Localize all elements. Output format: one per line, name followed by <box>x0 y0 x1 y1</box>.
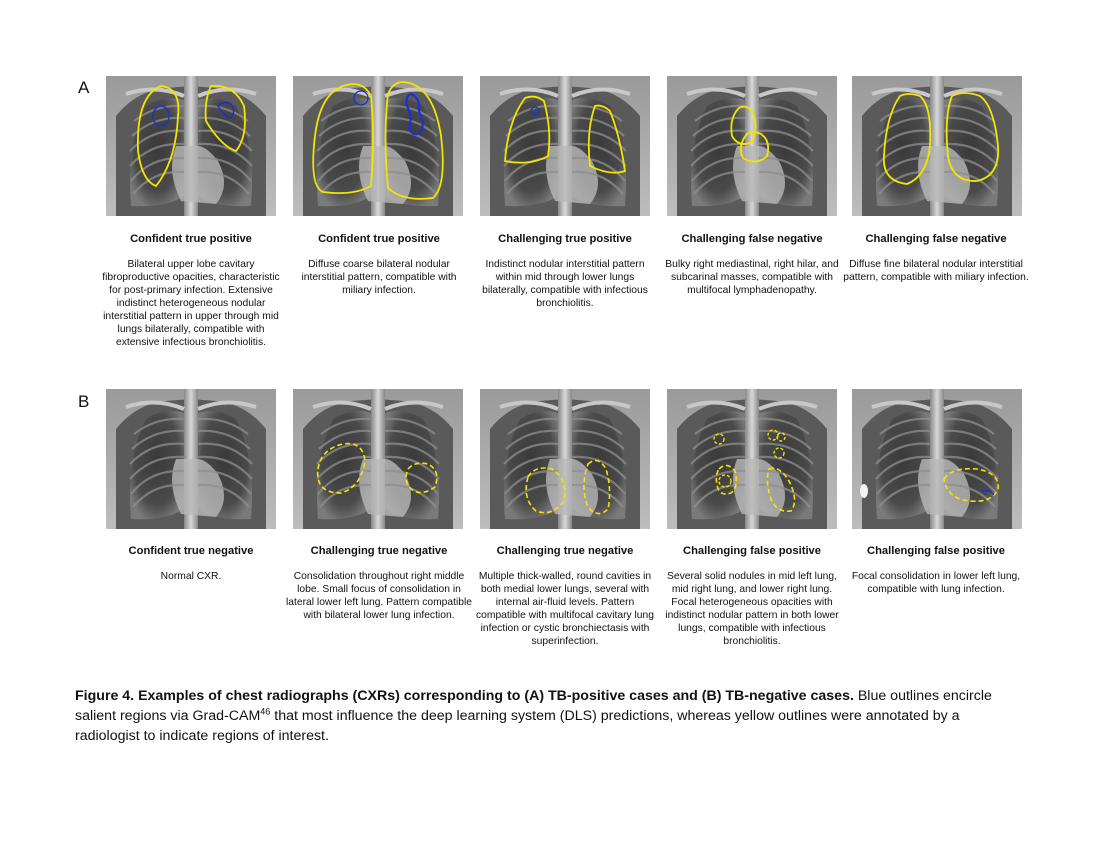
figure-caption-bold: Figure 4. Examples of chest radiographs (CXRs) corresponding to (A) TB-positive cases and (B) TB-negative cases. <box>75 688 854 704</box>
panel-title: Confident true positive <box>318 233 440 245</box>
panel-caption <box>472 232 658 310</box>
chest-xray-image <box>106 76 276 216</box>
chest-xray-image <box>293 389 463 529</box>
panel-description: Multiple thick-walled, round cavities in both medial lower lungs, several with internal air-fluid levels. Pattern compatible with multifocal cavitary lung infection or cystic bronchiectasis with superinfection. <box>476 571 654 647</box>
panel-title: Challenging false positive <box>866 545 1005 557</box>
chest-xray-image <box>106 389 276 529</box>
chest-xray-image <box>480 76 650 216</box>
panel-description: Bilateral upper lobe cavitary fibroproductive opacities, characteristic for post-primary infection. Extensive indistinct heterogeneous nodular interstitial pattern in upper through mid lungs bilaterally, compatible with extensive infectious bronchiolitis. <box>102 259 280 348</box>
panel-title: Challenging false negative <box>865 233 1007 245</box>
panel-caption <box>659 544 845 648</box>
chest-xray-image <box>852 76 1022 216</box>
panel-caption <box>843 232 1029 284</box>
panel-description: Diffuse coarse bilateral nodular interstitial pattern, compatible with miliary infection. <box>301 259 457 296</box>
panel-caption <box>843 544 1029 596</box>
panel-description: Normal CXR. <box>160 571 222 582</box>
chest-xray-image <box>667 76 837 216</box>
panel-caption <box>286 232 472 297</box>
chest-xray-image <box>852 389 1022 529</box>
chest-xray-image <box>480 389 650 529</box>
panel-caption <box>98 544 284 583</box>
panel-title: Confident true positive <box>130 233 252 245</box>
chest-xray-image <box>667 389 837 529</box>
panel-description: Focal consolidation in lower left lung, compatible with lung infection. <box>851 571 1021 595</box>
panel-caption <box>659 232 845 297</box>
figure-caption <box>75 686 1025 746</box>
row-label-a: A <box>78 78 90 97</box>
panel-title: Challenging false negative <box>681 233 823 245</box>
figure-caption-text: that most influence the deep learning system (DLS) predictions, whereas yellow outlines were annotated by a radiologist to indicate regions of interest. <box>75 708 960 744</box>
citation-superscript: 46 <box>260 706 271 717</box>
panel-title: Challenging true positive <box>498 233 632 245</box>
panel-description: Consolidation throughout right middle lobe. Small focus of consolidation in lateral lower left lung. Pattern compatible with bilateral lower lung infection. <box>286 571 473 621</box>
panel-caption <box>472 544 658 648</box>
panel-caption <box>98 232 284 349</box>
chest-xray-image <box>293 76 463 216</box>
panel-description: Indistinct nodular interstitial pattern within mid through lower lungs bilaterally, compatible with infectious bronchiolitis. <box>482 259 648 309</box>
panel-title: Challenging false positive <box>682 545 821 557</box>
panel-description: Bulky right mediastinal, right hilar, and subcarinal masses, compatible with multifocal lymphadenopathy. <box>665 259 839 296</box>
row-label-b: B <box>78 392 90 411</box>
panel-description: Several solid nodules in mid left lung, mid right lung, and lower right lung. Focal heterogeneous opacities with indistinct nodular pattern in both lower lungs, compatible with infectious bronchiolitis. <box>665 571 839 647</box>
panel-caption <box>286 544 472 622</box>
panel-title: Confident true negative <box>128 545 254 557</box>
figure-caption-text: Blue outlines encircle salient regions via Grad-CAM <box>75 688 992 724</box>
panel-title: Challenging true negative <box>496 545 634 557</box>
panel-description: Diffuse fine bilateral nodular interstitial pattern, compatible with miliary infection. <box>843 259 1029 283</box>
panel-title: Challenging true negative <box>310 545 448 557</box>
